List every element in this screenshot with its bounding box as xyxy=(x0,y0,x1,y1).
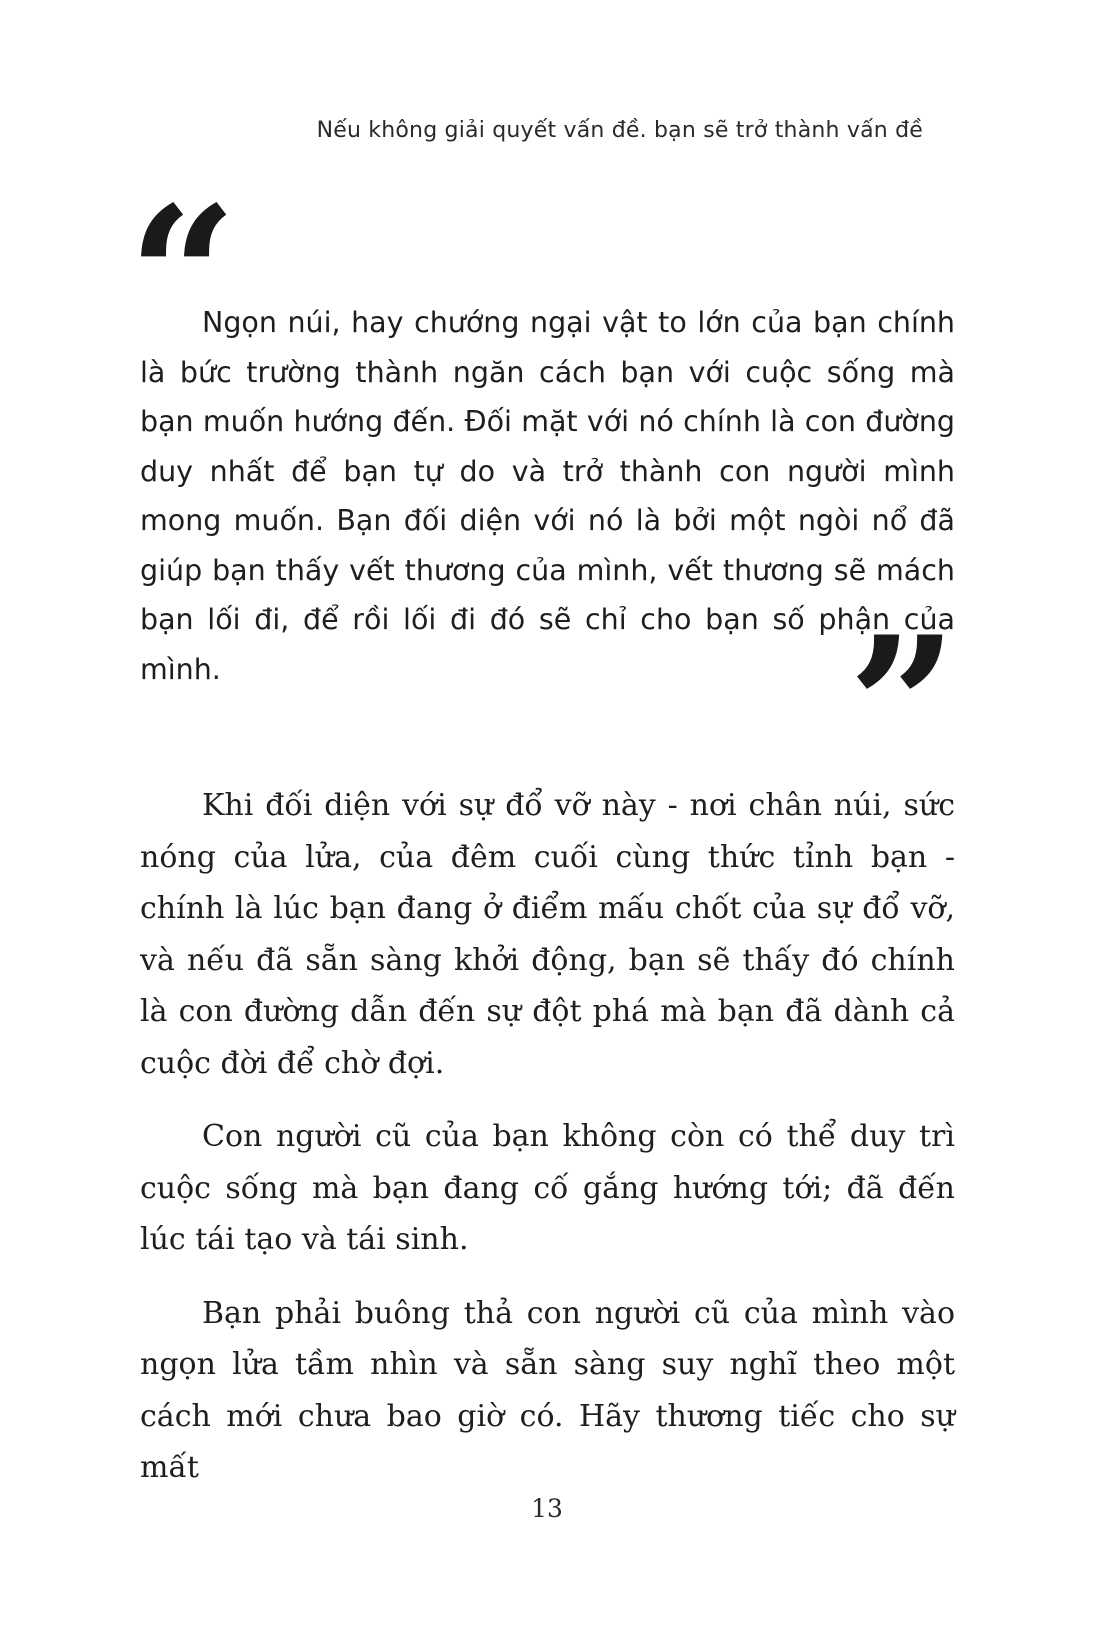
close-quote-mark-icon: ” xyxy=(848,595,958,818)
body-text xyxy=(140,780,955,1516)
open-quote-mark-icon: “ xyxy=(128,165,238,388)
page-number: 13 xyxy=(531,1494,563,1523)
pull-quote-text: Ngọn núi, hay chướng ngại vật to lớn của bạn chính là bức trường thành ngăn cách bạn với cuộc sống mà bạn muốn hướng đến. Đối mặt với nó chính là con đường duy nhất để bạn tự do và trở thành con người mình mong muốn. Bạn đối diện với nó là bởi một ngòi nổ đã giúp bạn thấy vết thương của mình, vết thương sẽ mách bạn lối đi, để rồi lối đi đó sẽ chỉ cho bạn số phận của mình. xyxy=(140,306,955,686)
body-paragraph: Khi đối diện với sự đổ vỡ này - nơi chân núi, sức nóng của lửa, của đêm cuối cùng thức tỉnh bạn - chính là lúc bạn đang ở điểm mấu chốt của sự đổ vỡ, và nếu đã sẵn sàng khởi động, bạn sẽ thấy đó chính là con đường dẫn đến sự đột phá mà bạn đã dành cả cuộc đời để chờ đợi. xyxy=(140,788,955,1081)
body-paragraph: Bạn phải buông thả con người cũ của mình vào ngọn lửa tầm nhìn và sẵn sàng suy nghĩ theo một cách mới chưa bao giờ có. Hãy thương tiếc cho sự mất xyxy=(140,1295,955,1485)
body-paragraph: Con người cũ của bạn không còn có thể duy trì cuộc sống mà bạn đang cố gắng hướng tới; đã đến lúc tái tạo và tái sinh. xyxy=(140,1119,955,1257)
running-header-title: Nếu không giải quyết vấn đề. bạn sẽ trở thành vấn đề xyxy=(316,118,923,143)
